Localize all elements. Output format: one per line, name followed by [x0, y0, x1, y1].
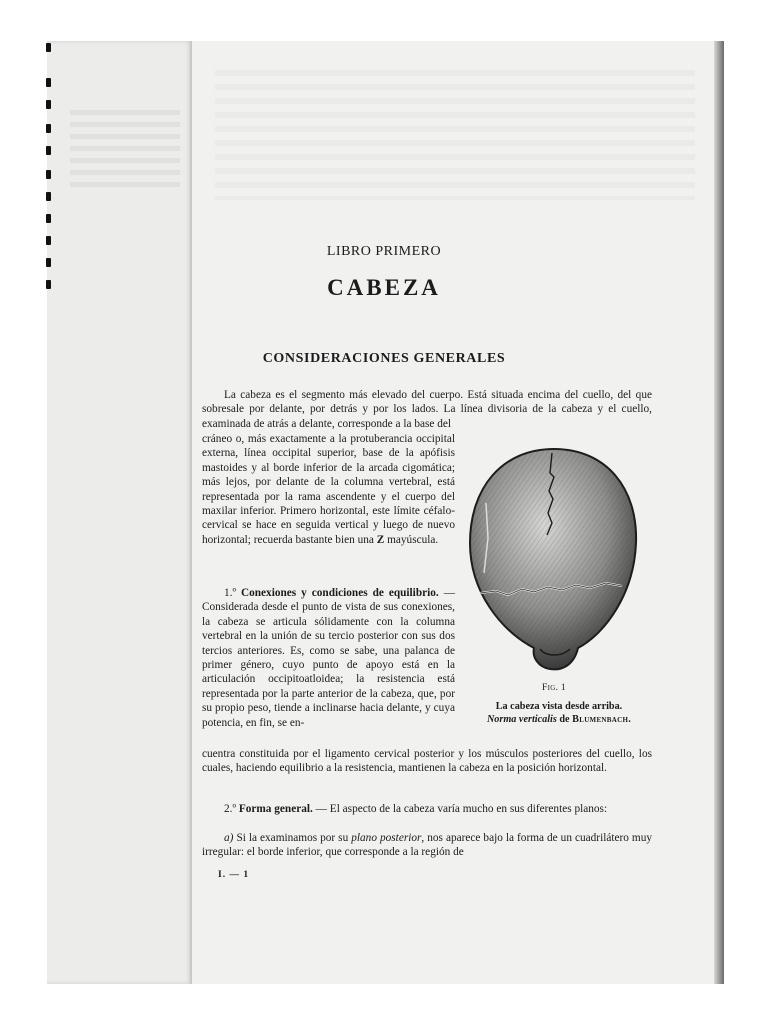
section-1-title: Conexiones y condiciones de equilibrio. [240, 587, 439, 599]
caption-italic: Norma verticalis [486, 714, 557, 725]
section-2-title: Forma general. [238, 803, 313, 815]
bleed-through-text [215, 70, 695, 200]
intro-paragraph-continued [202, 432, 455, 547]
intro-text-end: mayúscula. [387, 533, 439, 546]
figure-label: Fig. 1 [542, 683, 566, 693]
binding-hole [46, 146, 51, 155]
section-1-number: 1.º [224, 587, 236, 599]
signature-mark: I. — 1 [218, 870, 250, 880]
binding-hole [46, 170, 51, 179]
item-a-text: Si la examinamos por su [236, 832, 349, 844]
bleed-through-text-left [70, 110, 180, 190]
section-2-paragraph [202, 802, 652, 816]
section-1-text: — Considerada desde el punto de vista de sus conexiones, la cabeza se articula sólidamente con la columna vertebral en la unión de su tercio posterior con sus dos tercios anteriores. Es, como se sabe, una palanca de primer género, cuyo punto de apoyo está en la articulación occipitoatloidea; la resistencia está representada por la parte anterior de la cabeza, que, por su propio peso, tiende a inclinarse hacia delante, y cuya potencia, en fin, se en- [202, 587, 455, 729]
section-2-text: — El aspecto de la cabeza varía mucho en sus diferentes planos: [315, 803, 608, 815]
item-a-italic: plano posterior [351, 832, 422, 844]
binding-hole [46, 214, 51, 223]
section-1-paragraph [202, 586, 455, 730]
item-a-marker: a) [224, 832, 234, 844]
intro-text: cráneo o, más exactamente a la protuberancia occipital externa, línea occipital superior, base de la apófisis mastoides y al borde inferior de la arcada cigomática; más lejos, por delante de la columna vertebral, está representada por la rama ascendente y el cuerpo del maxilar inferior. Primero horizontal, este límite céfalo-cervical se hace en seguida vertical y luego de nuevo horizontal; recuerda bastante bien una [202, 433, 455, 546]
figure-caption [470, 700, 648, 726]
skull-illustration [466, 443, 642, 675]
page-right-edge [714, 41, 724, 984]
binding-hole [46, 192, 51, 201]
page-title: CABEZA [327, 275, 441, 300]
binding-hole [46, 78, 51, 87]
book-heading: LIBRO PRIMERO [326, 244, 442, 259]
section-2-number: 2.º [224, 803, 236, 815]
z-letter: Z [376, 533, 385, 546]
binding-hole [46, 100, 51, 109]
figure-caption-line-1: La cabeza vista desde arriba. [495, 701, 623, 712]
page-fold [190, 41, 192, 984]
caption-de: de [559, 714, 570, 725]
binding-hole [46, 43, 51, 52]
item-a-text-end: , nos aparece bajo la forma de un cuadrilátero muy irregular: el borde inferior, que corresponde a la región de [202, 832, 653, 859]
section-2-item-a [202, 831, 652, 860]
intro-paragraph: La cabeza es el segmento más elevado del cuerpo. Está situada encima del cuello, del que sobresale por delante, por detrás y por los lados. La línea divisoria de la cabeza y el cuello, examinada de atrás a delante, corresponde a la base del [202, 389, 652, 430]
section-heading: CONSIDERACIONES GENERALES [262, 351, 506, 366]
binding-hole [46, 124, 51, 133]
section-1-continued: cuentra constituida por el ligamento cervical posterior y los músculos posteriores del cuello, los cuales, haciendo equilibrio a la resistencia, mantienen la cabeza en la posición horizontal. [202, 748, 652, 775]
figure-caption-line-2 [470, 713, 648, 726]
caption-author: Blumenbach. [572, 714, 632, 725]
